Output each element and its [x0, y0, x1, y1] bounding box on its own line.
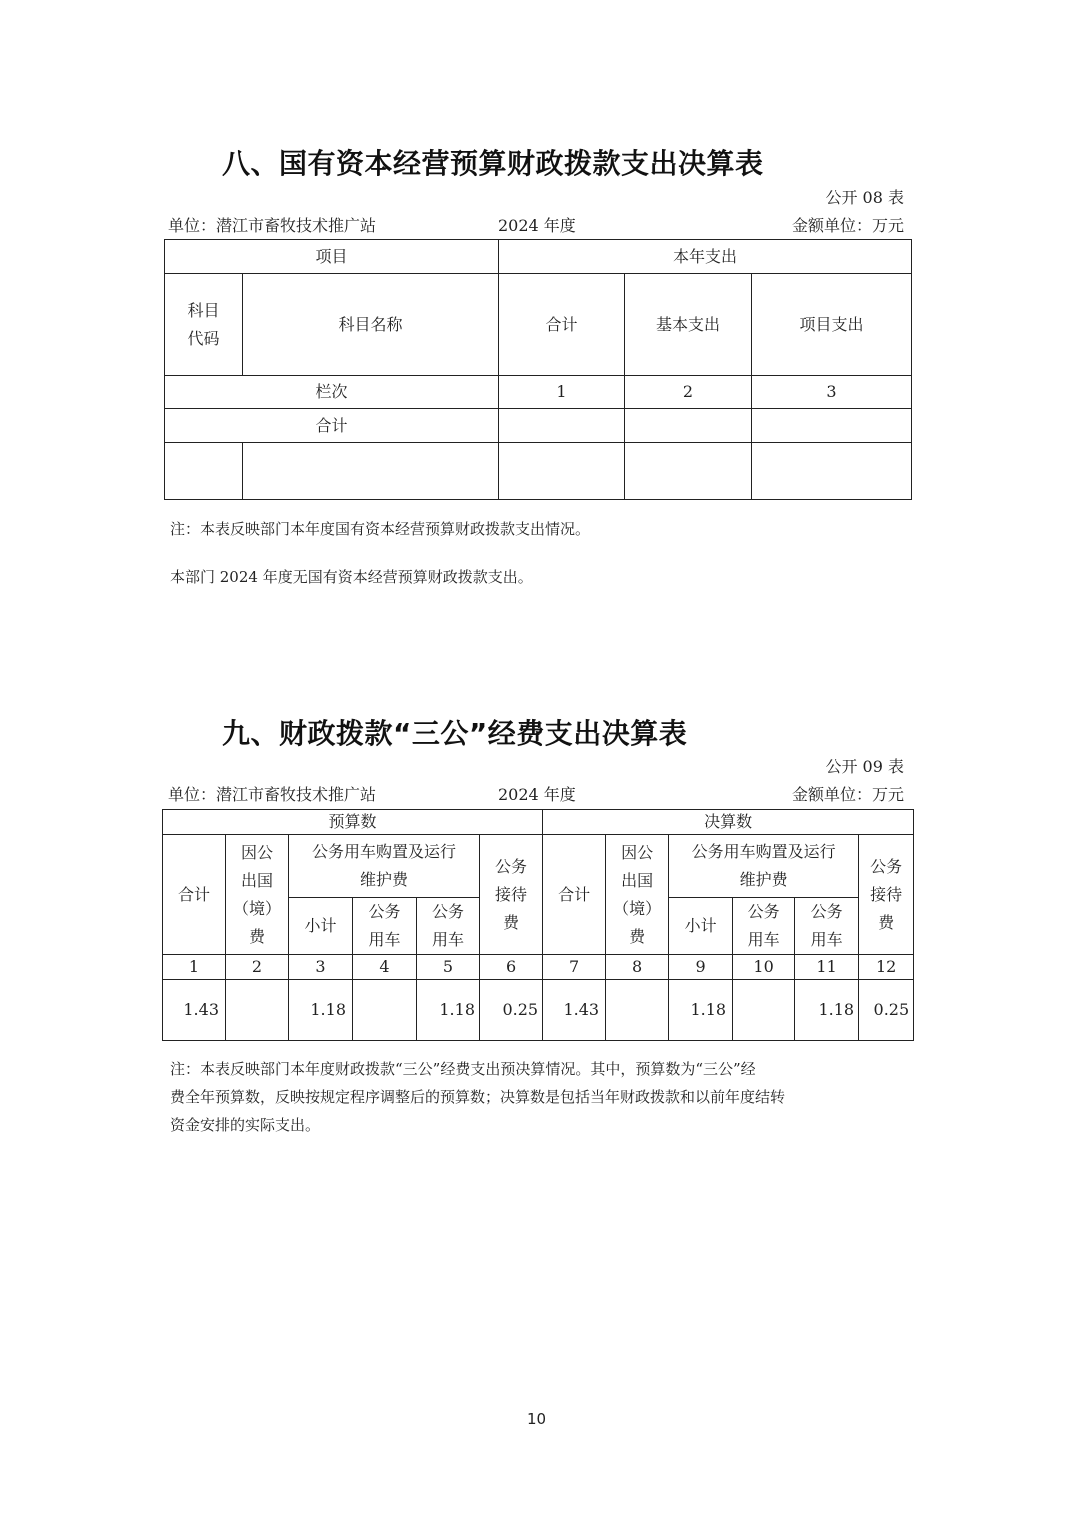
header-travel	[606, 835, 669, 955]
page-number: 10	[527, 1410, 547, 1428]
header-car-a-l2: 用车	[747, 930, 780, 949]
header-car-a-l2: 用车	[368, 930, 401, 949]
header-subject-code-line1: 科目	[187, 300, 220, 320]
header-car-b	[417, 898, 480, 955]
section8-amount-unit: 金额单位：万元	[791, 216, 904, 235]
header-car-b-l2: 用车	[431, 930, 464, 949]
header-vehicle	[289, 835, 480, 898]
column-number: 7	[543, 955, 606, 980]
section8-title: 八、国有资本经营预算财政拨款支出决算表	[222, 147, 764, 180]
header-travel-l3: （境）	[232, 898, 281, 918]
section8-form-no: 公开 08 表	[825, 188, 904, 207]
column-number: 4	[353, 955, 417, 980]
section9-table	[162, 809, 914, 1041]
column-number: 2	[625, 376, 752, 409]
empty-cell	[499, 443, 625, 500]
header-travel-l4: 费	[629, 926, 646, 946]
column-number: 1	[499, 376, 625, 409]
column-number: 5	[417, 955, 480, 980]
group-budget: 预算数	[163, 810, 543, 835]
section9-year: 2024 年度	[498, 785, 576, 804]
section9-form-no: 公开 09 表	[825, 757, 904, 776]
header-car-b-l1: 公务	[810, 902, 843, 921]
column-number: 3	[752, 376, 912, 409]
section9-note-line1: 注：本表反映部门本年度财政拨款“三公”经费支出预决算情况。其中，预算数为“三公”经	[170, 1060, 756, 1078]
value-cell	[733, 980, 795, 1041]
total-row-label: 合计	[165, 409, 499, 443]
header-travel-l1: 因公	[240, 842, 273, 862]
section9-note-line3: 资金安排的实际支出。	[170, 1116, 321, 1134]
header-reception-l2: 接待	[870, 884, 903, 904]
column-number: 9	[669, 955, 733, 980]
section9-note-line2: 费全年预算数，反映按规定程序调整后的预算数；决算数是包括当年财政拨款和以前年度结转	[170, 1088, 786, 1106]
header-car-b-l2: 用车	[810, 930, 843, 949]
total-cell	[499, 409, 625, 443]
section8-table	[164, 239, 912, 500]
section8-note: 注：本表反映部门本年度国有资本经营预算财政拨款支出情况。	[170, 520, 591, 538]
header-travel-l3: （境）	[613, 898, 662, 918]
header-reception-l1: 公务	[870, 856, 903, 876]
value-cell: 0.25	[859, 980, 914, 1041]
value-cell: 1.18	[289, 980, 353, 1041]
header-subject-name: 科目名称	[243, 274, 499, 376]
header-reception-l3: 费	[503, 912, 520, 932]
header-reception-l1: 公务	[495, 856, 528, 876]
header-vehicle-l1: 公务用车购置及运行	[311, 842, 456, 861]
column-number: 2	[226, 955, 289, 980]
header-travel-l2: 出国	[621, 870, 654, 890]
header-car-a-l1: 公务	[747, 902, 780, 921]
header-total: 合计	[163, 835, 226, 955]
empty-cell	[243, 443, 499, 500]
value-cell: 1.18	[669, 980, 733, 1041]
header-car-a-l1: 公务	[368, 902, 401, 921]
header-vehicle	[669, 835, 859, 898]
column-number: 1	[163, 955, 226, 980]
section8-unit: 单位：潜江市畜牧技术推广站	[168, 216, 377, 235]
header-travel-l1: 因公	[621, 842, 654, 862]
header-subject-code	[165, 274, 243, 376]
group-final: 决算数	[543, 810, 914, 835]
header-travel-l2: 出国	[240, 870, 273, 890]
value-cell: 1.43	[543, 980, 606, 1041]
header-car-b	[795, 898, 859, 955]
header-vehicle-l2: 维护费	[739, 870, 788, 889]
value-cell: 1.18	[417, 980, 480, 1041]
header-subtotal: 小计	[289, 898, 353, 955]
header-vehicle-l1: 公务用车购置及运行	[691, 842, 836, 861]
header-project-expense: 项目支出	[752, 274, 912, 376]
header-subject-code-line2: 代码	[187, 328, 220, 348]
header-travel-l4: 费	[248, 926, 265, 946]
section9-amount-unit: 金额单位：万元	[791, 785, 904, 804]
header-reception-l3: 费	[878, 912, 895, 932]
header-subtotal: 小计	[669, 898, 733, 955]
empty-cell	[752, 443, 912, 500]
value-cell: 1.43	[163, 980, 226, 1041]
value-cell: 0.25	[480, 980, 543, 1041]
header-vehicle-l2: 维护费	[359, 870, 408, 889]
column-number: 11	[795, 955, 859, 980]
header-travel	[226, 835, 289, 955]
value-cell	[353, 980, 417, 1041]
total-cell	[625, 409, 752, 443]
header-car-b-l1: 公务	[431, 902, 464, 921]
header-current-year-expense: 本年支出	[499, 240, 912, 274]
header-reception	[859, 835, 914, 955]
header-basic-expense: 基本支出	[625, 274, 752, 376]
section8-year: 2024 年度	[498, 216, 576, 235]
empty-cell	[165, 443, 243, 500]
header-car-a	[733, 898, 795, 955]
section8-statement: 本部门 2024 年度无国有资本经营预算财政拨款支出。	[170, 568, 533, 586]
value-cell	[226, 980, 289, 1041]
header-total: 合计	[543, 835, 606, 955]
header-reception	[480, 835, 543, 955]
header-car-a	[353, 898, 417, 955]
value-cell	[606, 980, 669, 1041]
value-cell: 1.18	[795, 980, 859, 1041]
column-number: 10	[733, 955, 795, 980]
column-row-label: 栏次	[165, 376, 499, 409]
section9-title: 九、财政拨款“三公”经费支出决算表	[222, 717, 688, 750]
total-cell	[752, 409, 912, 443]
header-reception-l2: 接待	[495, 884, 528, 904]
header-item: 项目	[165, 240, 499, 274]
empty-cell	[625, 443, 752, 500]
column-number: 3	[289, 955, 353, 980]
column-number: 8	[606, 955, 669, 980]
column-number: 6	[480, 955, 543, 980]
section9-unit: 单位：潜江市畜牧技术推广站	[168, 785, 377, 804]
column-number: 12	[859, 955, 914, 980]
header-total: 合计	[499, 274, 625, 376]
